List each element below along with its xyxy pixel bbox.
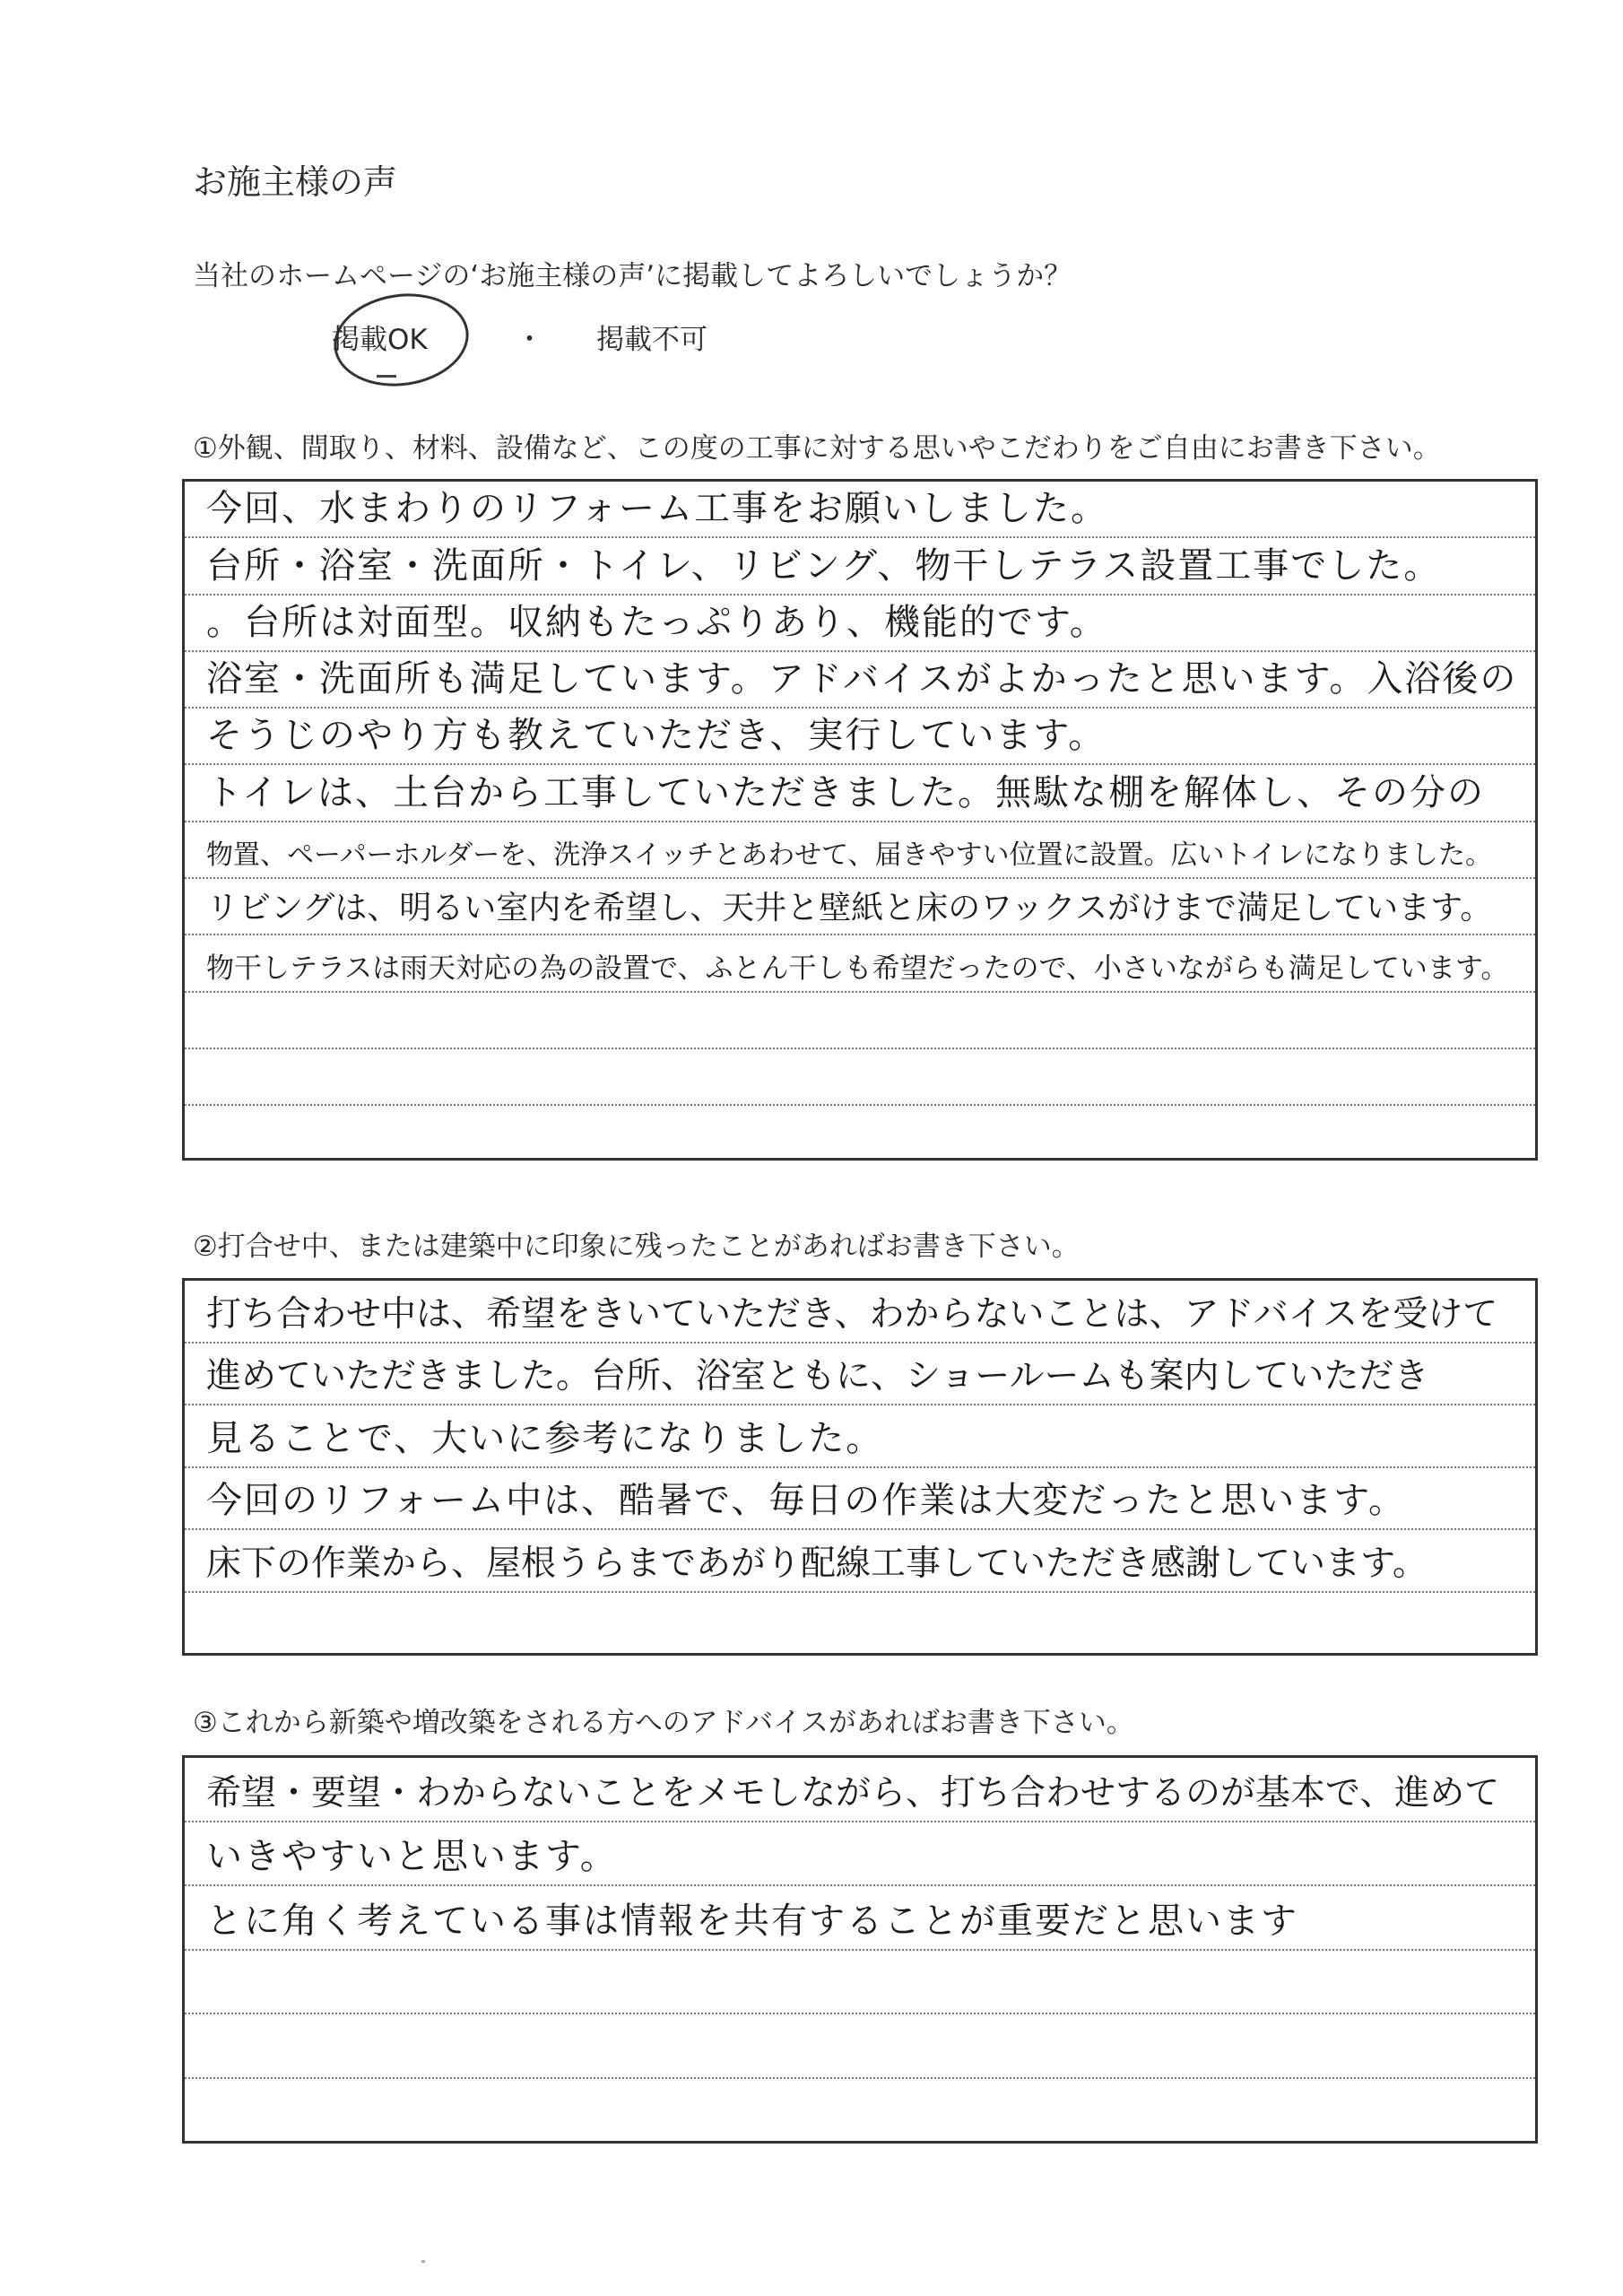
answer-line (185, 822, 1535, 879)
answer-line (185, 1822, 1535, 1887)
section-1-answer-box (182, 479, 1538, 1161)
handwritten-text: 床下の作業から、屋根うらまであがり配線工事していただき感謝しています。 (206, 1543, 1428, 1584)
answer-line (185, 879, 1535, 935)
answer-line (185, 538, 1535, 595)
handwritten-text: トイレは、土台から工事していただきました。無駄な棚を解体し、その分の (206, 771, 1485, 813)
section-2-answer-box (182, 1278, 1538, 1656)
handwritten-text: 。台所は対面型。収納もたっぷりあり、機能的です。 (206, 601, 1107, 643)
answer-line (185, 1758, 1535, 1822)
handwritten-text: 浴室・洗面所も満足しています。アドバイスがよかったと思います。入浴後の (206, 658, 1518, 700)
handwritten-text: そうじのやり方も教えていただき、実行しています。 (206, 715, 1107, 757)
option-publish-ok[interactable]: 掲載OK (332, 324, 428, 356)
section-2-label: ②打合せ中、または建築中に印象に残ったことがあればお書き下さい。 (193, 1231, 1080, 1263)
handwritten-text: 台所・浴室・洗面所・トイレ、リビング、物干しテラス設置工事でした。 (206, 544, 1442, 587)
handwritten-text: 物置、ペーパーホルダーを、洗浄スイッチとあわせて、届きやすい位置に設置。広いトイレになりました。 (206, 839, 1492, 872)
handwritten-text: リビングは、明るい室内を希望し、天井と壁紙と床のワックスがけまで満足しています。 (206, 890, 1493, 927)
scan-speck (421, 2260, 425, 2263)
handwritten-text: 見ることで、大いに参考になりました。 (206, 1417, 884, 1459)
option-publish-ng[interactable]: 掲載不可 (596, 324, 707, 356)
answer-line (185, 596, 1535, 652)
answer-line (185, 1106, 1535, 1162)
answer-line (185, 993, 1535, 1049)
handwritten-text: 今回、水まわりのリフォーム工事をお願いしました。 (206, 488, 1108, 530)
answer-line (185, 1886, 1535, 1951)
answer-line (185, 765, 1535, 822)
section-3-label: ③これから新築や増改築をされる方へのアドバイスがあればお書き下さい。 (193, 1707, 1134, 1739)
handwritten-text: 打ち合わせ中は、希望をきいていただき、わからないことは、アドバイスを受けて (206, 1293, 1498, 1335)
option-separator: ・ (516, 324, 543, 356)
answer-line (185, 1049, 1535, 1106)
handwritten-text: 物干しテラスは雨天対応の為の設置で、ふとん干しも希望だったので、小さいながらも満足しています。 (206, 952, 1509, 985)
handwritten-text: とに角く考えている事は情報を共有することが重要だと思います (206, 1900, 1298, 1942)
answer-line (185, 935, 1535, 992)
answer-line (185, 1593, 1535, 1656)
answer-line (185, 1344, 1535, 1406)
handwritten-text: 進めていただきました。台所、浴室ともに、ショールームも案内していただき (206, 1356, 1429, 1396)
answer-line (185, 482, 1535, 538)
handwritten-text: 今回のリフォーム中は、酷暑で、毎日の作業は大変だったと思います。 (206, 1480, 1406, 1521)
handwritten-text: いきやすいと思います。 (206, 1836, 618, 1877)
answer-line (185, 1530, 1535, 1593)
answer-line (185, 1468, 1535, 1531)
publish-permission-question: 当社のホームページの‘お施主様の声’に掲載してよろしいでしょうか？ (193, 260, 1072, 292)
answer-line (185, 2079, 1535, 2144)
page-title: お施主様の声 (193, 162, 398, 202)
section-1-label: ①外観、間取り、材料、設備など、この度の工事に対する思いやこだわりをご自由にお書き下さい。 (193, 432, 1441, 465)
answer-line (185, 2014, 1535, 2079)
answer-line (185, 1281, 1535, 1344)
answer-line (185, 709, 1535, 765)
section-3-answer-box (182, 1755, 1538, 2144)
handwritten-text: 希望・要望・わからないことをメモしながら、打ち合わせするのが基本で、進めて (206, 1772, 1500, 1813)
answer-line (185, 652, 1535, 709)
answer-line (185, 1951, 1535, 2015)
pen-mark (377, 375, 396, 378)
answer-line (185, 1405, 1535, 1468)
